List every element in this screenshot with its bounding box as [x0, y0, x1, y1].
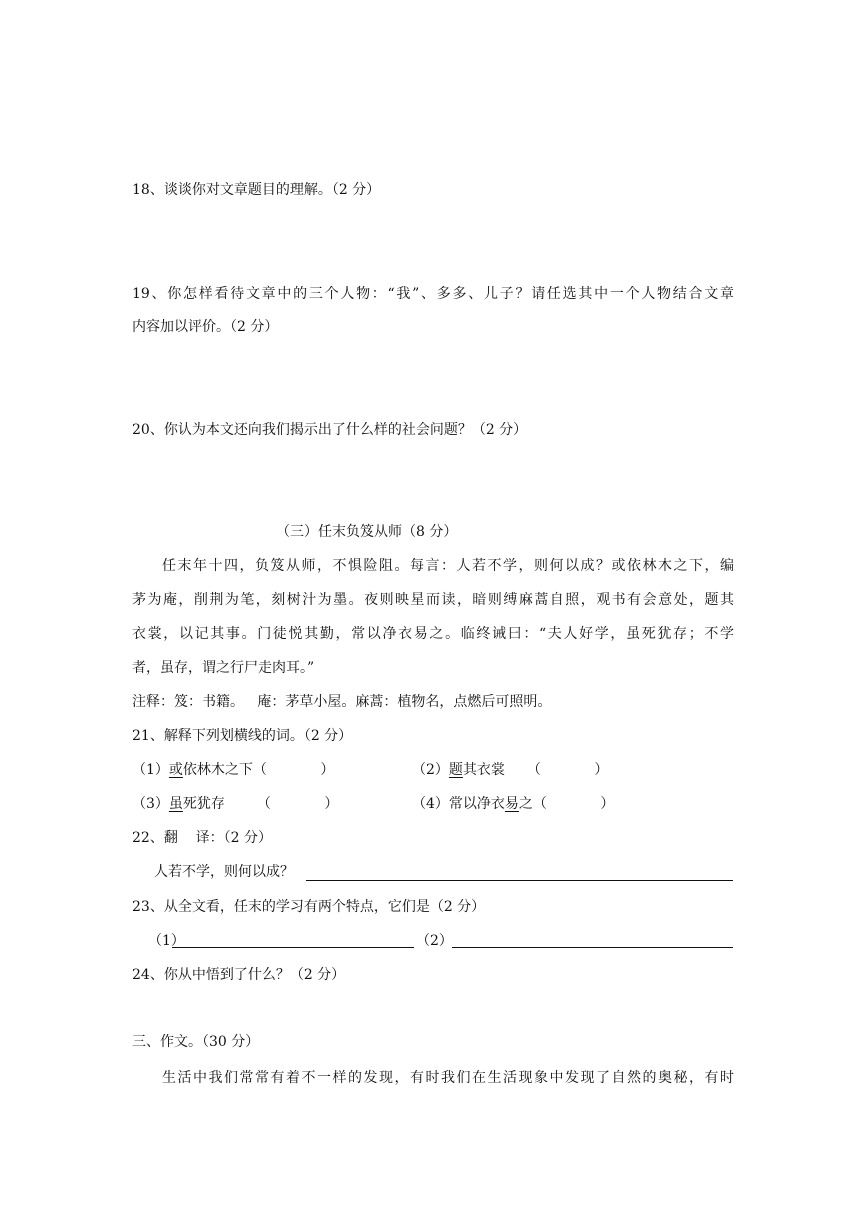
passage-line-2: 茅为庵，削荆为笔，刻树汁为墨。夜则映星而读，暗则缚麻蒿自照，观书有会意处，题其: [132, 592, 734, 608]
annotation-note: 注释：笈：书籍。 庵：茅草小屋。麻蒿：植物名，点燃后可照明。: [132, 694, 552, 710]
question-22-prompt: 22、翻 译：（2 分）: [132, 830, 272, 846]
question-22-sentence: 人若不学，则何以成？: [154, 864, 294, 880]
underlined-word: 或: [168, 762, 183, 778]
answer-blank[interactable]: （ ）: [252, 762, 335, 778]
item-number: （1）: [132, 762, 169, 778]
underlined-word: 易: [504, 796, 519, 812]
question-21-row-1: [132, 760, 652, 780]
item-text-before: 常以净衣: [448, 796, 505, 812]
item-number: （4）: [412, 796, 449, 812]
question-23-label-1: （1）: [148, 933, 185, 949]
passage-line-4: 者，虽存，谓之行尸走肉耳。”: [132, 660, 315, 676]
item-3: [132, 794, 338, 814]
question-19-line-1: 19、你怎样看待文章中的三个人物：“我”、多多、儿子？请任选其中一个人物结合文章: [132, 286, 734, 302]
section-title: （三）任末负笈从师（8 分）: [276, 524, 458, 540]
item-text: 其衣裳: [462, 762, 505, 778]
question-18: 18、谈谈你对文章题目的理解。（2 分）: [132, 182, 381, 198]
answer-blank[interactable]: （ ）: [256, 796, 339, 812]
underlined-word: 虽: [168, 796, 183, 812]
item-text: 依林木之下: [182, 762, 253, 778]
question-20: 20、你认为本文还向我们揭示出了什么样的社会问题？（2 分）: [132, 422, 528, 438]
answer-blank[interactable]: （ ）: [526, 762, 609, 778]
question-19-line-2: 内容加以评价。（2 分）: [132, 319, 279, 335]
item-2: [412, 760, 608, 780]
item-text: 死犹存: [182, 796, 225, 812]
underlined-word: 题: [448, 762, 463, 778]
passage-line-3: 衣裳，以记其事。门徒悦其勤，常以净衣易之。临终诫曰：“夫人好学，虽死犹存；不学: [132, 626, 734, 642]
question-21-prompt: 21、解释下列划横线的词。（2 分）: [132, 728, 353, 744]
question-21-row-2: [132, 794, 652, 814]
question-23-prompt: 23、从全文看，任末的学习有两个特点，它们是（2 分）: [132, 899, 486, 915]
item-text: 之: [518, 796, 533, 812]
question-23-answer-line-1[interactable]: [172, 947, 414, 948]
question-23-label-2: （2）: [416, 933, 453, 949]
passage-line-1: 任末年十四，负笈从师，不惧险阻。每言：人若不学，则何以成？或依林木之下，编: [162, 558, 734, 574]
item-number: （2）: [412, 762, 449, 778]
item-number: （3）: [132, 796, 169, 812]
item-1: [132, 760, 334, 780]
question-23-answer-line-2[interactable]: [452, 947, 733, 948]
essay-prompt-line-1: 生活中我们常常有着不一样的发现，有时我们在生活现象中发现了自然的奥秘，有时: [162, 1070, 734, 1086]
essay-title: 三、作文。（30 分）: [132, 1034, 260, 1050]
item-4: [412, 794, 614, 814]
question-24: 24、你从中悟到了什么？（2 分）: [132, 967, 346, 983]
answer-blank[interactable]: （ ）: [532, 796, 615, 812]
question-22-answer-line[interactable]: [306, 880, 733, 881]
